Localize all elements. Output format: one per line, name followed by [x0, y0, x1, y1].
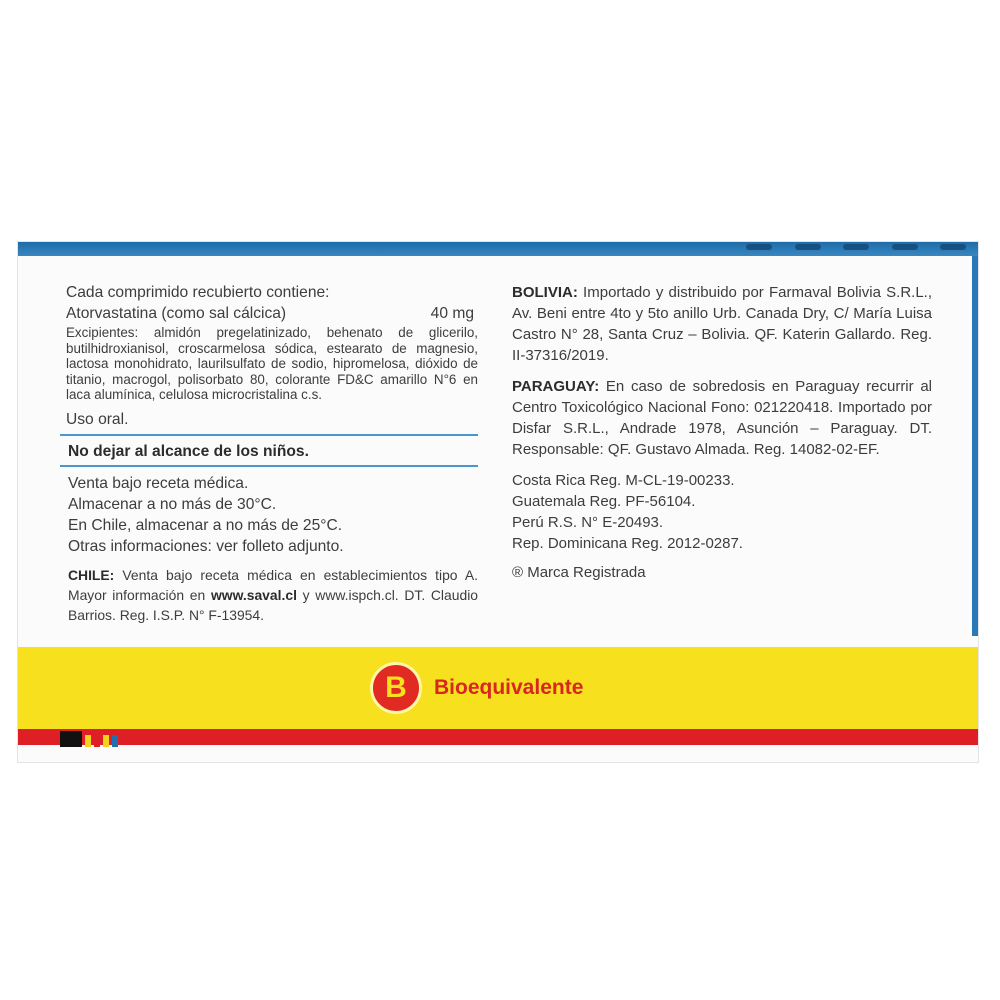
left-column: [66, 282, 478, 625]
bioequivalent-label: Bioequivalente: [434, 676, 584, 699]
registrations-list: [512, 470, 932, 554]
storage-line: Venta bajo receta médica.: [68, 474, 249, 492]
chile-text-1: Venta bajo receta médica en establecimientos tipo A. Mayor información en: [68, 566, 478, 603]
bolivia-label: BOLIVIA:: [512, 284, 578, 301]
active-ingredient-row: [66, 303, 478, 324]
red-bottom-band: [18, 729, 978, 745]
paraguay-text: En caso de sobredosis en Paraguay recurrir al Centro Toxicológico Nacional Fono: 021220418. Importado por Disfar S.R.L., Andrade 1978, Asunción – Paraguay. DT. Responsable: QF. Gustavo Almada. Reg. 14082-02-EF.: [512, 378, 932, 458]
registration-line: Rep. Dominicana Reg. 2012-0287.: [512, 535, 743, 552]
yellow-swatch: [85, 735, 91, 747]
paraguay-info: [512, 376, 932, 460]
registration-line: Guatemala Reg. PF-56104.: [512, 493, 696, 510]
top-blue-band: [18, 242, 978, 256]
storage-line: En Chile, almacenar a no más de 25°C.: [68, 516, 343, 534]
right-column: [512, 282, 932, 583]
divider-bottom: [60, 465, 478, 467]
top-band-marks: [746, 244, 966, 254]
package-back-panel: [18, 242, 978, 762]
right-blue-edge: [972, 256, 978, 636]
black-swatch: [60, 731, 82, 747]
storage-list: [68, 473, 478, 557]
excipients: Excipientes: almidón pregelatinizado, behenato de glicerilo, butilhidroxianisol, croscarmelosa sódica, estearato de magnesio, lactosa monohidrato, laurilsulfato de sodio, hipromelosa, dióxido de titanio, macrogol, polisorbato 80, colorante FD&C amarillo N°6 en laca alumínica, celulosa microcristalina c.s.: [66, 325, 478, 403]
storage-line: Almacenar a no más de 30°C.: [68, 495, 277, 513]
use-route: Uso oral.: [66, 410, 129, 428]
registration-line: Perú R.S. N° E-20493.: [512, 514, 664, 531]
bioequivalent-band: [18, 647, 978, 729]
paraguay-label: PARAGUAY:: [512, 378, 600, 395]
divider-top: [60, 434, 478, 436]
yellow-swatch-2: [103, 735, 109, 747]
chile-text-2: y www.ispch.cl. DT. Claudio Barrios. Reg. I.S.P. N° F-13954.: [68, 586, 479, 623]
composition-intro: Cada comprimido recubierto contiene:: [66, 284, 330, 301]
bioequivalent-b-icon: B: [370, 662, 422, 714]
saval-link: www.saval.cl: [210, 586, 297, 603]
red-swatch: [94, 735, 100, 747]
dose: 40 mg: [430, 305, 474, 322]
chile-label: CHILE:: [68, 566, 115, 583]
registration-line: Costa Rica Reg. M-CL-19-00233.: [512, 472, 735, 489]
storage-line: Otras informaciones: ver folleto adjunto.: [68, 537, 344, 555]
blue-swatch: [112, 735, 118, 747]
child-warning: No dejar al alcance de los niños.: [68, 442, 309, 460]
bolivia-text: Importado y distribuido por Farmaval Bolivia S.R.L., Av. Beni entre 4to y 5to anillo Urb. Canada Dry, C/ María Luisa Castro N° 28, Santa Cruz – Bolivia. QF. Katerin Gallardo. Reg. II-37316/2019.: [512, 284, 932, 364]
bioequivalent-badge: [370, 662, 583, 714]
bolivia-info: [512, 282, 932, 366]
active-ingredient: Atorvastatina (como sal cálcica): [66, 305, 287, 322]
trademark-note: ® Marca Registrada: [512, 564, 646, 581]
print-color-swatches: [60, 731, 118, 747]
chile-info: [68, 565, 478, 625]
